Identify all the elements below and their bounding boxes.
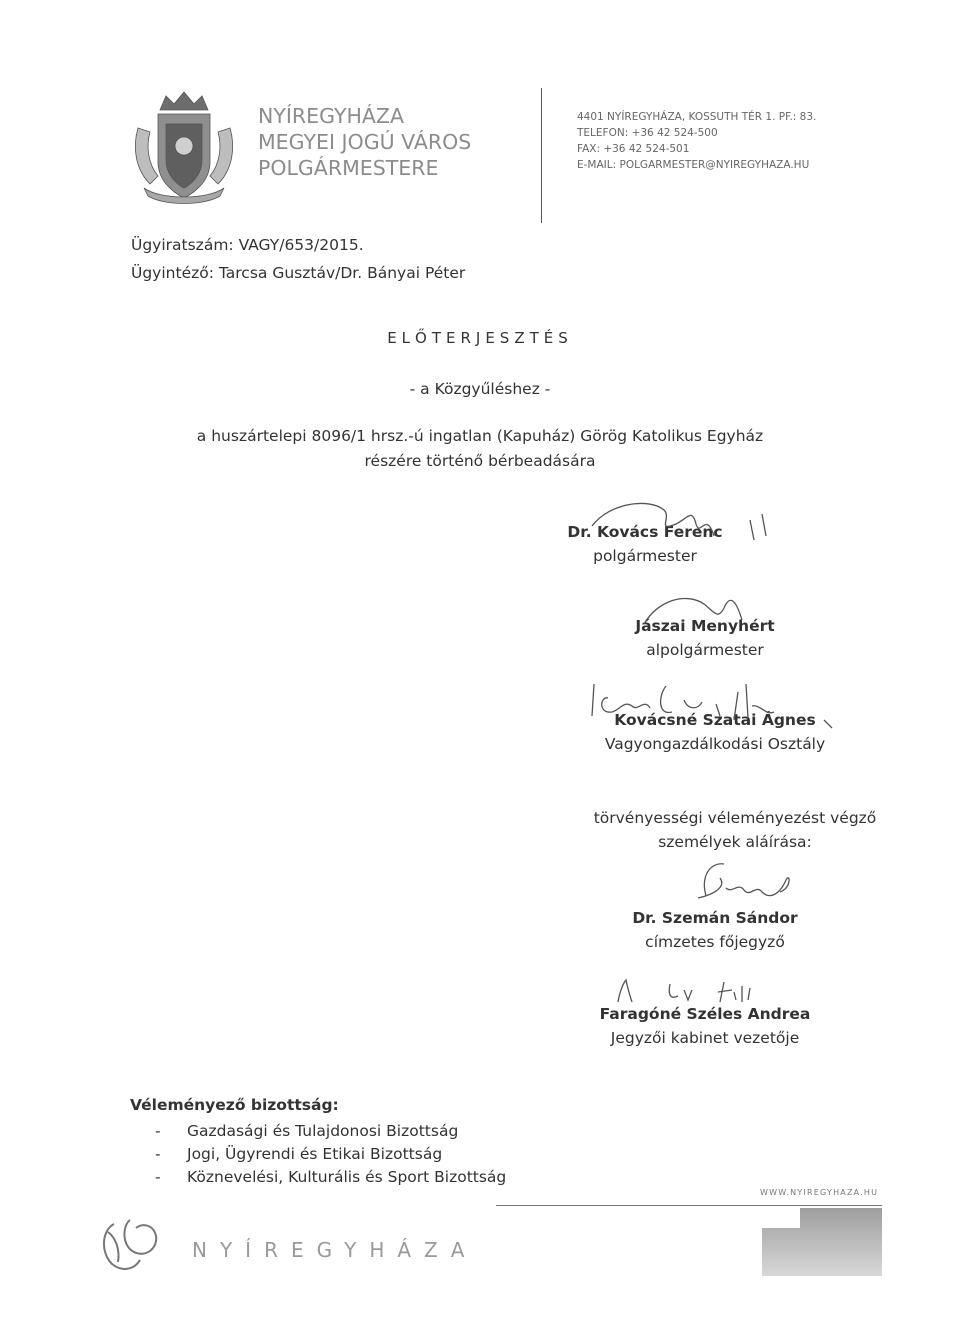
reviewer-name: Dr. Szemán Sándor bbox=[632, 909, 798, 927]
signatory-role: polgármester bbox=[593, 547, 697, 565]
committees-title: Véleményező bizottság: bbox=[130, 1096, 339, 1114]
committee-item: - Gazdasági és Tulajdonosi Bizottság bbox=[155, 1120, 506, 1143]
chief-notary-signature-scribble bbox=[676, 858, 806, 908]
legal-review-caption bbox=[540, 806, 930, 854]
signatory-role: alpolgármester bbox=[646, 641, 764, 659]
mayor-signature-scribble bbox=[580, 496, 770, 576]
city-brand-logo bbox=[100, 1212, 162, 1272]
document-addressee: - a Közgyűléshez - bbox=[409, 380, 551, 398]
city-line-2: MEGYEI JOGÚ VÁROS bbox=[258, 130, 472, 154]
signatory-name: Jászai Menyhért bbox=[635, 617, 775, 635]
contact-address: 4401 NYÍREGYHÁZA, KOSSUTH TÉR 1. PF.: 83. bbox=[577, 111, 817, 123]
committee-item: - Köznevelési, Kulturális és Sport Bizottság bbox=[155, 1166, 506, 1189]
letterhead-divider bbox=[541, 88, 542, 223]
contact-fax: FAX: +36 42 524-501 bbox=[577, 143, 690, 155]
reviewer-role: Jegyzői kabinet vezetője bbox=[610, 1029, 800, 1047]
letterhead-contact bbox=[577, 109, 816, 173]
signatory-name: Dr. Kovács Ferenc bbox=[567, 523, 723, 541]
deputy-mayor-signature-scribble bbox=[640, 590, 760, 640]
footer-divider bbox=[496, 1205, 882, 1206]
reviewer-name: Faragóné Széles Andrea bbox=[599, 1005, 811, 1023]
signatory-role: Vagyongazdálkodási Osztály bbox=[604, 735, 826, 753]
reference-block bbox=[131, 231, 465, 287]
subject-line-2: részére történő bérbeadására bbox=[364, 452, 596, 470]
committee-item: - Jogi, Ügyrendi és Etikai Bizottság bbox=[155, 1143, 506, 1166]
case-handler: Ügyintéző: Tarcsa Gusztáv/Dr. Bányai Péter bbox=[131, 264, 466, 282]
department-signature-scribble bbox=[588, 676, 848, 732]
reviewer-role: címzetes főjegyző bbox=[645, 933, 785, 951]
case-number: Ügyiratszám: VAGY/653/2015. bbox=[131, 236, 364, 254]
city-coat-of-arms-logo bbox=[130, 88, 238, 206]
footer-wordmark: NYÍREGYHÁZA bbox=[192, 1238, 478, 1262]
document-subject bbox=[0, 424, 960, 474]
contact-email: E-MAIL: POLGARMESTER@NYIREGYHAZA.HU bbox=[577, 159, 810, 171]
contact-phone: TELEFON: +36 42 524-500 bbox=[577, 127, 718, 139]
committees-list bbox=[155, 1120, 506, 1189]
subject-line-1: a huszártelepi 8096/1 hrsz.-ú ingatlan (Kapuház) Görög Katolikus Egyház bbox=[196, 427, 764, 445]
city-line-1: NYÍREGYHÁZA bbox=[258, 104, 404, 128]
reviewer-cabinet-head bbox=[580, 1002, 830, 1050]
city-line-3: POLGÁRMESTERE bbox=[258, 156, 439, 180]
footer-gray-bar-notch bbox=[762, 1208, 800, 1228]
legal-review-line-2: személyek aláírása: bbox=[658, 833, 812, 851]
legal-review-line-1: törvényességi véleményezést végző bbox=[593, 809, 877, 827]
document-title: ELŐTERJESZTÉS bbox=[387, 329, 573, 347]
footer-website: WWW.NYIREGYHAZA.HU bbox=[760, 1188, 879, 1197]
signatory-name: Kovácsné Szatai Ágnes bbox=[614, 711, 816, 729]
letterhead-city-name bbox=[258, 103, 471, 181]
reviewer-chief-notary bbox=[610, 906, 820, 954]
